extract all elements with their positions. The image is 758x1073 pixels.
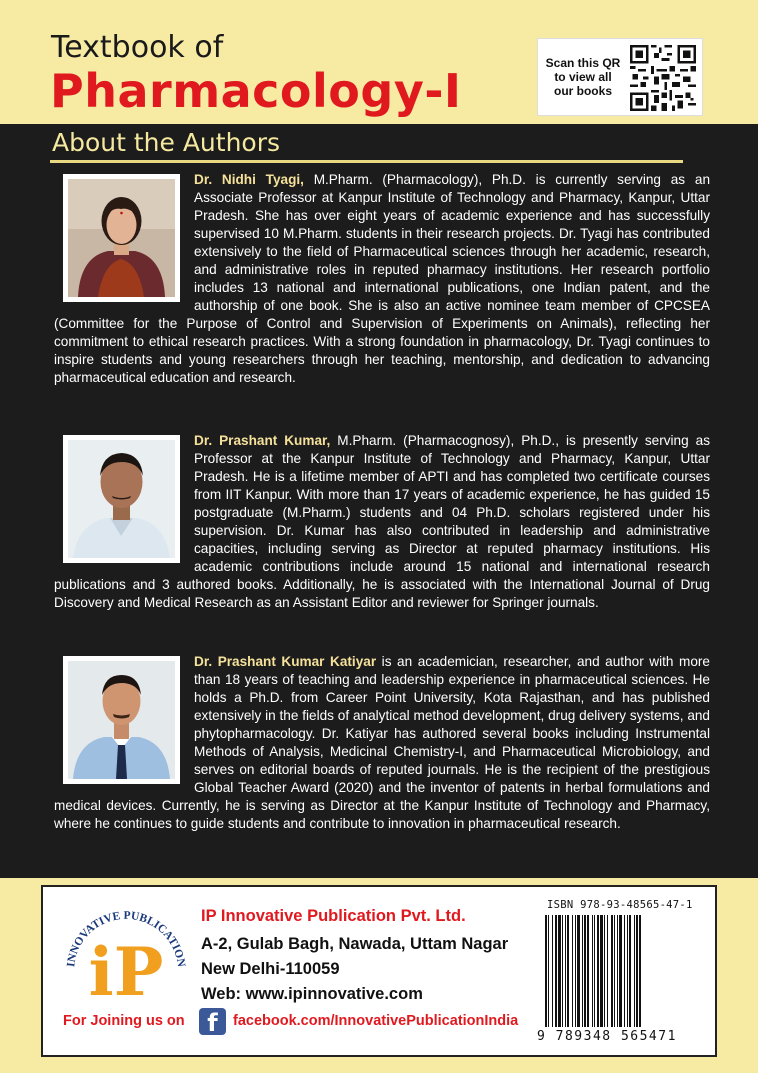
book-title: Pharmacology-I: [50, 64, 462, 118]
author-bio-text: M.Pharm. (Pharmacognosy), Ph.D., is presently serving as Professor at the Kanpur Institute of Technology and Pharmacy, Kanpur, Uttar Pradesh. He is a lifetime member of APTI and has completed two certificate courses from IIT Kanpur. With more than 17 years of academic experience, he has guided 15 postgraduate (M.Pharm.) students and 04 Ph.D. scholars registered under his supervision. Dr. Kumar has also contributed in leadership and administrative capacities, including serving as Director at reputed pharmacy institutions. His academic contributions include around 15 national and international research publications and 3 authored books. Additionally, he is associated with the International Journal of Drug Discovery and Medical Research as an Assistant Editor and reviewer for Springer journals.: [54, 433, 710, 610]
author-bio-text: M.Pharm. (Pharmacology), Ph.D. is currently serving as an Associate Professor at Kanpur Institute of Technology and Pharmacy, Kanpur, Uttar Pradesh. She has over eight years of academic experience and has successfully supervised 10 M.Pharm. students in their research projects. Dr. Tyagi has contributed extensively to the field of Pharmaceutical sciences through her academic, research, and administrative roles in reputed pharmacy institutions. Her research portfolio includes 13 national and international publications, one Indian patent, and the authorship of one book. She is also an active nominee team member of CPCSEA (Committee for the Purpose of Control and Supervision of Experiments on Animals), reflecting her commitment to ethical research practices. With a strong foundation in pharmacology, Dr. Tyagi continues to inspire students and young researchers through her teaching, mentorship, and dedication to advancing pharmaceutical education and research.: [54, 172, 711, 385]
publisher-name: IP Innovative Publication Pvt. Ltd.: [201, 907, 466, 925]
isbn-barcode-block: [537, 899, 709, 1047]
section-heading: About the Authors: [52, 128, 281, 157]
heading-underline: [50, 160, 683, 163]
authors-panel: [0, 124, 758, 878]
facebook-icon[interactable]: f: [199, 1008, 226, 1035]
publisher-logo: [61, 897, 191, 1013]
author-bio: [54, 653, 710, 833]
facebook-link[interactable]: facebook.com/InnovativePublicationIndia: [233, 1013, 519, 1029]
cover-header: [0, 0, 758, 124]
logo-initials: iP: [88, 933, 164, 1011]
author-bio: [54, 432, 710, 612]
join-label: For Joining us on: [63, 1013, 185, 1029]
barcode-icon: [543, 915, 705, 1027]
publisher-box: [41, 885, 717, 1057]
title-prefix: Textbook of: [51, 30, 224, 65]
author-photo: [63, 435, 180, 563]
qr-panel[interactable]: [537, 38, 703, 116]
qr-code-icon[interactable]: [630, 45, 696, 111]
isbn-number: ISBN 978-93-48565-47-1: [547, 899, 693, 911]
author-name: Dr. Nidhi Tyagi,: [194, 172, 304, 187]
author-photo: [63, 656, 180, 784]
logo-arc-text: INNOVATIVE PUBLICATION: [65, 909, 187, 968]
qr-caption: Scan this QR to view all our books: [545, 56, 621, 98]
author-photo: [63, 174, 180, 302]
author-name: Dr. Prashant Kumar Katiyar: [194, 654, 377, 669]
publisher-website[interactable]: Web: www.ipinnovative.com: [201, 985, 423, 1003]
publisher-address-line1: A-2, Gulab Bagh, Nawada, Uttam Nagar: [201, 935, 509, 953]
author-name: Dr. Prashant Kumar,: [194, 433, 331, 448]
publisher-address-line2: New Delhi-110059: [201, 960, 340, 978]
barcode-number: 9 789348 565471: [537, 1029, 677, 1044]
author-bio-text: is an academician, researcher, and author with more than 18 years of teaching and leadership experience in pharmaceutical sciences. He holds a Ph.D. from Career Point University, Kota Rajasthan, and has published extensively in the fields of analytical method development, drug delivery systems, and phytopharmacology. Dr. Katiyar has authored several books including Instrumental Methods of Analysis, Medicinal Chemistry-I, and Pharmaceutical Microbiology, and serves on editorial boards of reputed journals. He is the recipient of the prestigious Global Teacher Award (2020) and the inventor of patents in herbal formulations and medical devices. Currently, he is serving as Director at the Kanpur Institute of Technology and Pharmacy, where he continues to guide students and contribute to innovation in pharmaceutical research.: [54, 654, 710, 831]
author-bio: [54, 171, 710, 387]
